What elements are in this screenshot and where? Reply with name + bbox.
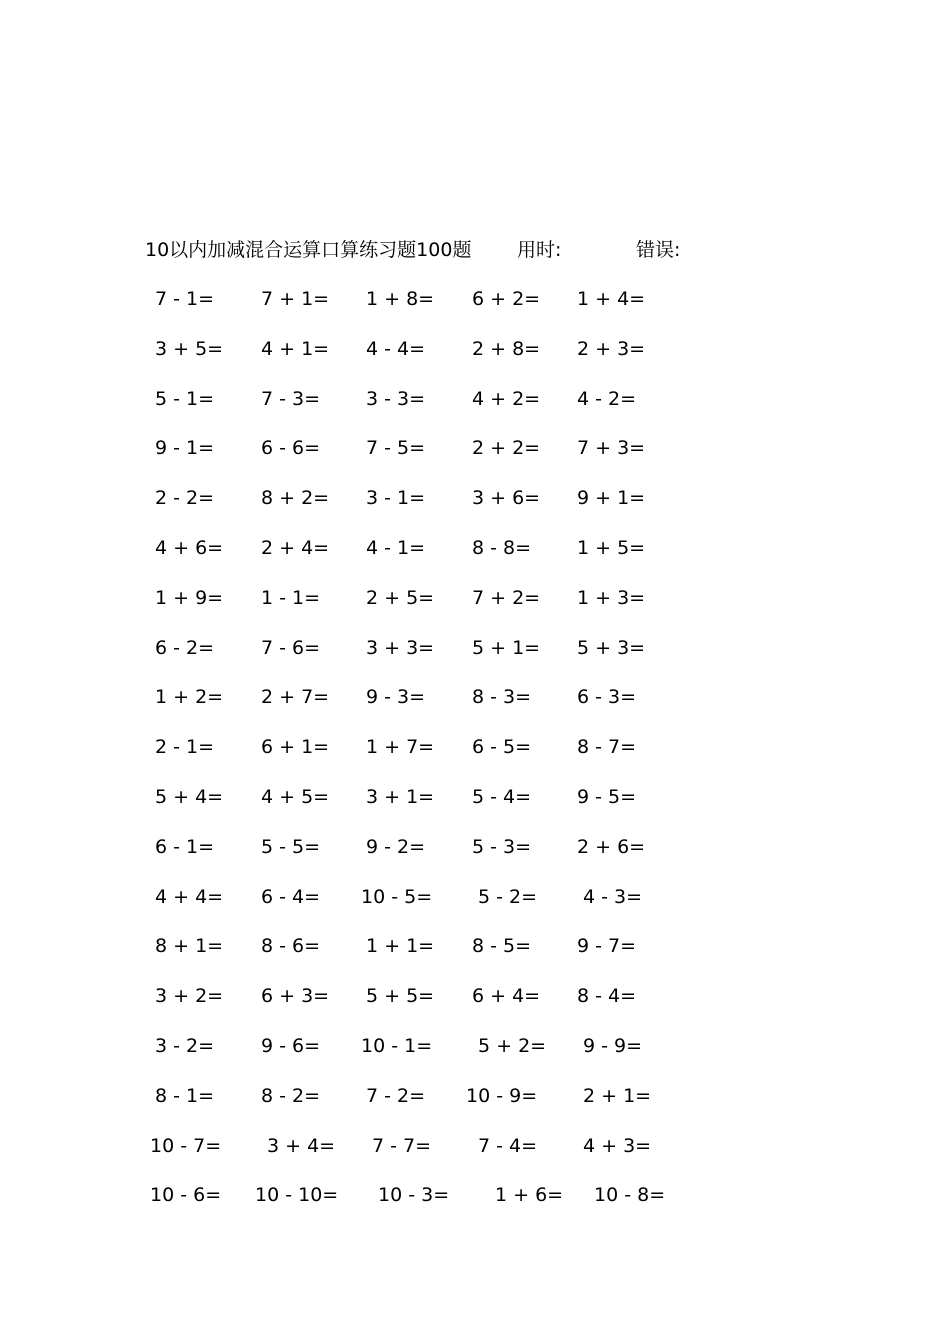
math-problem: 5 + 5= (366, 985, 435, 1008)
math-problem: 7 - 6= (261, 636, 321, 659)
math-problem: 10 - 10= (255, 1184, 339, 1207)
math-problem: 5 + 4= (155, 785, 224, 808)
math-problem: 4 + 5= (261, 785, 330, 808)
math-problem: 5 - 1= (155, 387, 215, 410)
math-problem: 7 - 4= (478, 1134, 538, 1157)
math-problem: 5 + 1= (472, 636, 541, 659)
problem-row (0, 535, 950, 585)
math-problem: 6 - 5= (472, 736, 532, 759)
math-problem: 2 + 2= (472, 437, 541, 460)
problem-row (0, 1033, 950, 1083)
problem-row (0, 834, 950, 884)
math-problem: 3 - 2= (155, 1034, 215, 1057)
math-problem: 7 + 2= (472, 586, 541, 609)
math-problem: 6 + 3= (261, 985, 330, 1008)
math-problem: 2 + 1= (583, 1084, 652, 1107)
errors-label: 错误: (636, 239, 681, 261)
math-problem: 10 - 7= (150, 1134, 222, 1157)
math-problem: 1 + 5= (577, 536, 646, 559)
math-problem: 9 - 7= (577, 935, 637, 958)
math-problem: 10 - 8= (594, 1184, 666, 1207)
math-problem: 4 + 4= (155, 885, 224, 908)
problem-row (0, 884, 950, 934)
math-problem: 5 - 4= (472, 785, 532, 808)
math-problem: 9 - 1= (155, 437, 215, 460)
math-problem: 10 - 1= (361, 1034, 433, 1057)
math-problem: 3 + 6= (472, 487, 541, 510)
math-problem: 10 - 5= (361, 885, 433, 908)
math-problem: 4 + 3= (583, 1134, 652, 1157)
math-problem: 6 + 1= (261, 736, 330, 759)
math-problem: 6 - 3= (577, 686, 637, 709)
math-problem: 3 - 1= (366, 487, 426, 510)
problem-grid (0, 286, 950, 1232)
math-problem: 1 + 3= (577, 586, 646, 609)
math-problem: 7 + 1= (261, 288, 330, 310)
math-problem: 8 - 1= (155, 1084, 215, 1107)
time-used-label: 用时: (517, 239, 562, 261)
math-problem: 5 - 5= (261, 835, 321, 858)
math-problem: 6 - 6= (261, 437, 321, 460)
math-problem: 3 + 1= (366, 785, 435, 808)
math-problem: 6 + 2= (472, 288, 541, 310)
math-problem: 4 - 1= (366, 536, 426, 559)
math-problem: 10 - 9= (466, 1084, 538, 1107)
math-problem: 2 - 2= (155, 487, 215, 510)
problem-row (0, 983, 950, 1033)
math-problem: 4 - 2= (577, 387, 637, 410)
math-problem: 4 - 3= (583, 885, 643, 908)
math-problem: 8 - 5= (472, 935, 532, 958)
math-problem: 7 + 3= (577, 437, 646, 460)
math-problem: 2 + 8= (472, 337, 541, 360)
problem-row (0, 684, 950, 734)
math-problem: 1 + 6= (495, 1184, 564, 1207)
math-problem: 2 + 7= (261, 686, 330, 709)
math-problem: 10 - 6= (150, 1184, 222, 1207)
math-problem: 6 - 4= (261, 885, 321, 908)
math-problem: 8 + 2= (261, 487, 330, 510)
math-problem: 7 - 5= (366, 437, 426, 460)
math-problem: 3 + 5= (155, 337, 224, 360)
problem-row (0, 784, 950, 834)
math-problem: 2 + 4= (261, 536, 330, 559)
problem-row (0, 435, 950, 485)
math-problem: 9 + 1= (577, 487, 646, 510)
math-problem: 1 + 1= (366, 935, 435, 958)
math-problem: 4 - 4= (366, 337, 426, 360)
math-problem: 2 + 5= (366, 586, 435, 609)
problem-row (0, 635, 950, 685)
problem-row (0, 336, 950, 386)
math-problem: 7 - 1= (155, 288, 215, 310)
math-problem: 8 + 1= (155, 935, 224, 958)
math-problem: 3 + 2= (155, 985, 224, 1008)
math-problem: 2 - 1= (155, 736, 215, 759)
math-problem: 1 + 7= (366, 736, 435, 759)
math-problem: 9 - 6= (261, 1034, 321, 1057)
problem-row (0, 734, 950, 784)
problem-row (0, 386, 950, 436)
problem-row (0, 933, 950, 983)
math-problem: 8 - 8= (472, 536, 532, 559)
math-problem: 5 - 2= (478, 885, 538, 908)
math-problem: 5 + 3= (577, 636, 646, 659)
math-problem: 8 - 2= (261, 1084, 321, 1107)
problem-row (0, 1133, 950, 1183)
math-problem: 1 + 2= (155, 686, 224, 709)
math-problem: 6 - 2= (155, 636, 215, 659)
math-problem: 3 + 3= (366, 636, 435, 659)
math-problem: 8 - 4= (577, 985, 637, 1008)
math-problem: 2 + 6= (577, 835, 646, 858)
math-problem: 1 + 9= (155, 586, 224, 609)
problem-row (0, 485, 950, 535)
math-problem: 8 - 7= (577, 736, 637, 759)
math-problem: 4 + 2= (472, 387, 541, 410)
math-problem: 9 - 2= (366, 835, 426, 858)
problem-row (0, 1182, 950, 1232)
math-problem: 7 - 2= (366, 1084, 426, 1107)
math-problem: 9 - 9= (583, 1034, 643, 1057)
math-problem: 8 - 3= (472, 686, 532, 709)
math-problem: 10 - 3= (378, 1184, 450, 1207)
math-problem: 6 - 1= (155, 835, 215, 858)
math-problem: 5 + 2= (478, 1034, 547, 1057)
math-problem: 3 + 4= (267, 1134, 336, 1157)
math-problem: 1 + 4= (577, 288, 646, 310)
math-problem: 7 - 7= (372, 1134, 432, 1157)
math-problem: 4 + 1= (261, 337, 330, 360)
math-problem: 3 - 3= (366, 387, 426, 410)
math-problem: 2 + 3= (577, 337, 646, 360)
math-problem: 1 - 1= (261, 586, 321, 609)
problem-row (0, 585, 950, 635)
math-problem: 6 + 4= (472, 985, 541, 1008)
math-problem: 5 - 3= (472, 835, 532, 858)
math-problem: 7 - 3= (261, 387, 321, 410)
math-problem: 9 - 3= (366, 686, 426, 709)
problem-row (0, 1083, 950, 1133)
math-problem: 8 - 6= (261, 935, 321, 958)
math-problem: 9 - 5= (577, 785, 637, 808)
math-problem: 1 + 8= (366, 288, 435, 310)
worksheet-title: 10以内加减混合运算口算练习题100题 (145, 239, 472, 261)
problem-row (0, 286, 950, 336)
math-problem: 4 + 6= (155, 536, 224, 559)
